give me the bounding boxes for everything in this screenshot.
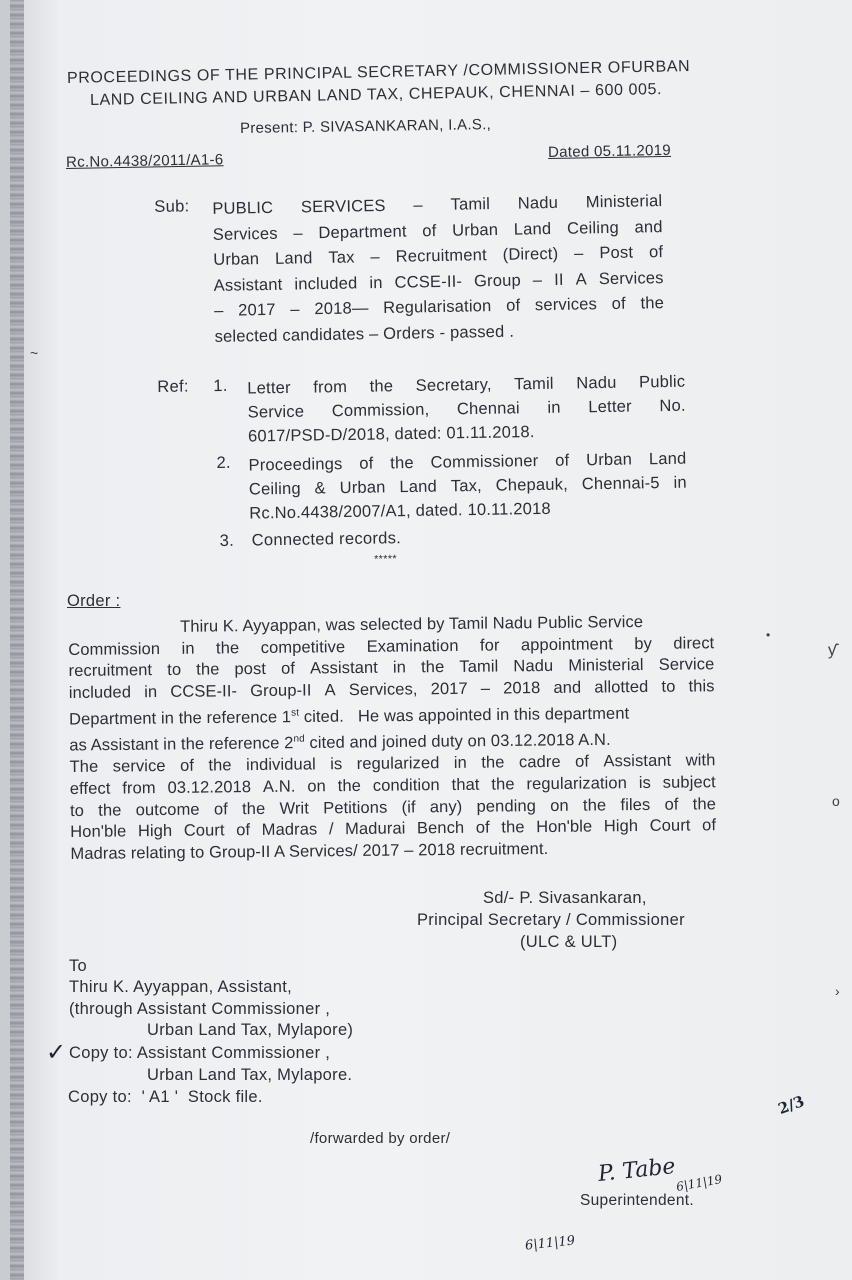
subject-line: Urban Land Tax – Recruitment (Direct) – Post of: [213, 243, 664, 269]
page-number-mark: 2/3: [775, 1092, 807, 1118]
subject-line: PUBLIC SERVICES – Tamil Nadu Ministerial: [212, 192, 663, 218]
ref-num-1: 1.: [213, 376, 228, 396]
tick-mark: ✓: [46, 1038, 67, 1066]
margin-dot: •: [766, 628, 771, 642]
ref-1-line: 6017/PSD-D/2018, dated: 01.11.2018.: [247, 423, 535, 446]
order-heading: Order :: [67, 592, 121, 610]
to-line: Urban Land Tax, Mylapore): [147, 1021, 354, 1039]
present-line: Present: P. SIVASANKARAN, I.A.S.,: [239, 116, 492, 137]
superintendent: Superintendent.: [580, 1192, 694, 1209]
dated: Dated 05.11.2019: [547, 141, 672, 161]
order-line: The service of the individual is regularized in the cadre of Assistant with: [69, 751, 716, 777]
ref-2-line: Rc.No.4438/2007/A1, dated. 10.11.2018: [249, 499, 551, 523]
copy-to-1-line2: Urban Land Tax, Mylapore.: [147, 1066, 353, 1084]
order-line: Thiru K. Ayyappan, was selected by Tamil Nadu Public Service: [180, 612, 644, 636]
order-line: as Assistant in the reference 2nd cited and joined duty on 03.12.2018 A.N.: [69, 730, 611, 755]
ref-num-2: 2.: [216, 453, 232, 473]
copy-to-1: Copy to: Assistant Commissioner ,: [69, 1044, 331, 1062]
signature-dept: (ULC & ULT): [520, 933, 618, 951]
binding-edge: [10, 0, 24, 1280]
ref-num-3: 3.: [219, 531, 235, 551]
ref-2-line: Proceedings of the Commissioner of Urban Land: [248, 449, 687, 475]
ref-3-line: Connected records.: [251, 529, 402, 550]
rc-number: Rc.No.4438/2011/A1-6: [65, 151, 224, 171]
subject-line: Assistant included in CCSE-II- Group – II A Services: [213, 268, 664, 295]
header-line-2: LAND CEILING AND URBAN LAND TAX, CHEPAUK, CHENNAI – 600 005.: [89, 81, 663, 109]
order-body: [68, 611, 717, 865]
subject-line: selected candidates – Orders - passed .: [214, 322, 515, 346]
superintendent-signature: P. Tabe: [596, 1154, 677, 1187]
to-label: To: [69, 957, 88, 975]
order-line: Madras relating to Group-II A Services/ 2017 – 2018 recruitment.: [70, 840, 549, 864]
subject-line: Services – Department of Urban Land Ceiling and: [212, 217, 663, 244]
header-line-1: PROCEEDINGS OF THE PRINCIPAL SECRETARY /COMMISSIONER OFURBAN: [66, 58, 691, 87]
to-line: (through Assistant Commissioner ,: [69, 1000, 331, 1018]
order-line: to the outcome of the Writ Petitions (if any) pending on the files of the: [69, 794, 717, 820]
signature-sd: Sd/- P. Sivasankaran,: [483, 889, 647, 907]
order-line: Commission in the competitive Examination for appointment by direct: [68, 633, 715, 659]
copy-to-2: Copy to: ' A1 ' Stock file.: [68, 1088, 263, 1106]
margin-mark: ƴ: [828, 642, 836, 659]
order-line: effect from 03.12.2018 A.N. on the condition that the regularization is subject: [69, 773, 716, 798]
ref-stars: *****: [373, 553, 398, 566]
subject-line: – 2017 – 2018— Regularisation of services of the: [213, 294, 665, 320]
forwarded-by-order: /forwarded by order/: [310, 1130, 451, 1147]
order-line: Hon'ble High Court of Madras / Madurai Bench of the Hon'ble High Court of: [70, 816, 717, 842]
margin-mark: ›: [835, 983, 840, 999]
ref-1-line: Letter from the Secretary, Tamil Nadu Public: [247, 372, 686, 398]
ref-label: Ref:: [157, 377, 189, 396]
margin-mark: o: [832, 793, 840, 809]
bottom-date-scribble: 6|11|19: [524, 1233, 576, 1254]
ref-2-line: Ceiling & Urban Land Tax, Chepauk, Chennai-5 in: [248, 473, 687, 499]
signature-date: 6|11|19: [675, 1172, 724, 1194]
order-line: Department in the reference 1st cited. He was appointed in this department: [68, 704, 630, 729]
signature-designation: Principal Secretary / Commissioner: [417, 911, 685, 929]
order-line: included in CCSE-II- Group-II A Services, 2017 – 2018 and allotted to this: [68, 677, 715, 703]
order-line: recruitment to the post of Assistant in the Tamil Nadu Ministerial Service: [68, 655, 715, 681]
subject-label: Sub:: [154, 197, 190, 216]
ref-1-line: Service Commission, Chennai in Letter No.: [247, 396, 686, 422]
margin-tick: ~: [30, 345, 39, 361]
to-line: Thiru K. Ayyappan, Assistant,: [69, 978, 293, 996]
